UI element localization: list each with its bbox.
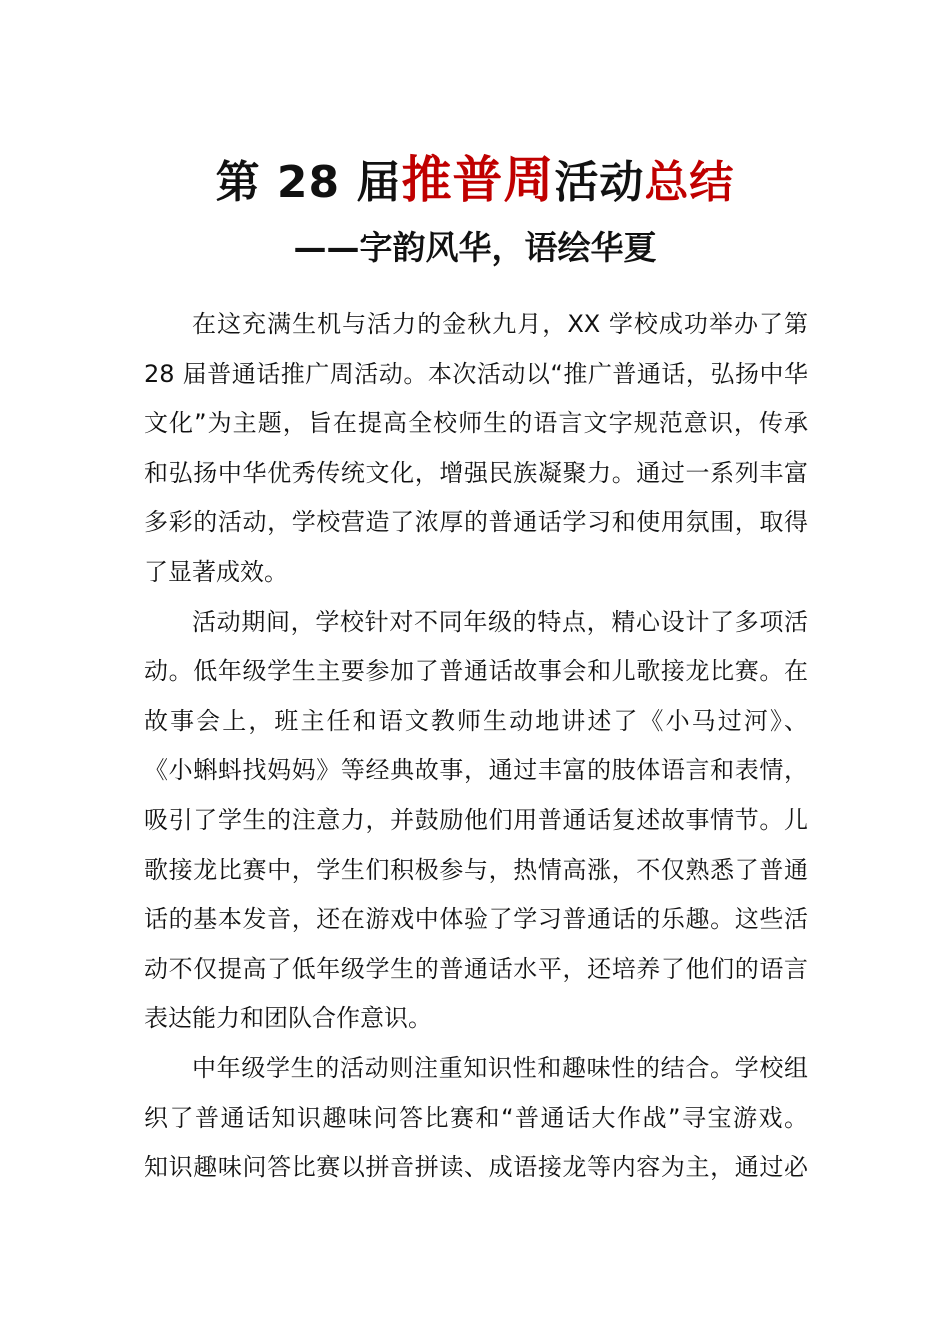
text-line: 了显著成效。 (144, 557, 288, 586)
text-line: 歌接龙比赛中，学生们积极参与，热情高涨，不仅熟悉了普通 (144, 855, 808, 884)
paragraph-3 (144, 1044, 808, 1193)
text-line: 中年级学生的活动则注重知识性和趣味性的结合。学校组 (192, 1053, 808, 1082)
text-line: 在这充满生机与活力的金秋九月，XX 学校成功举办了第 (192, 310, 808, 338)
text-line: 动不仅提高了低年级学生的普通话水平，还培养了他们的语言 (144, 954, 808, 983)
text-line: 活动期间，学校针对不同年级的特点，精心设计了多项活 (192, 607, 808, 636)
text-line: 动。低年级学生主要参加了普通话故事会和儿歌接龙比赛。在 (144, 657, 808, 686)
title-part-highlight: 推普周 (401, 151, 555, 209)
text-line: 话的基本发音，还在游戏中体验了学习普通话的乐趣。这些活 (144, 905, 808, 934)
title-part-suffix: 总结 (644, 157, 735, 208)
document-body (144, 300, 808, 1193)
text-line: 织了普通话知识趣味问答比赛和“普通话大作战”寻宝游戏。 (144, 1103, 808, 1132)
document-title (0, 148, 950, 215)
text-line: 故事会上，班主任和语文教师生动地讲述了《小马过河》、 (144, 706, 808, 735)
text-line: 吸引了学生的注意力，并鼓励他们用普通话复述故事情节。儿 (144, 805, 808, 834)
title-part-middle: 活动 (554, 157, 645, 208)
text-line: 《小蝌蚪找妈妈》等经典故事，通过丰富的肢体语言和表情， (144, 756, 808, 785)
text-line: 和弘扬中华优秀传统文化，增强民族凝聚力。通过一系列丰富 (144, 458, 808, 487)
document-subtitle: ——字韵风华，语绘华夏 (293, 228, 657, 267)
text-line: 知识趣味问答比赛以拼音拼读、成语接龙等内容为主，通过必 (144, 1153, 808, 1182)
paragraph-2 (144, 598, 808, 1044)
text-line: 多彩的活动，学校营造了浓厚的普通话学习和使用氛围，取得 (144, 508, 808, 537)
text-line: 文化”为主题，旨在提高全校师生的语言文字规范意识，传承 (144, 409, 808, 438)
title-part-prefix: 第 28 届 (215, 157, 402, 208)
paragraph-1 (144, 300, 808, 598)
text-line: 28 届普通话推广周活动。本次活动以“推广普通话，弘扬中华 (144, 359, 808, 388)
text-line: 表达能力和团队合作意识。 (144, 1004, 432, 1033)
